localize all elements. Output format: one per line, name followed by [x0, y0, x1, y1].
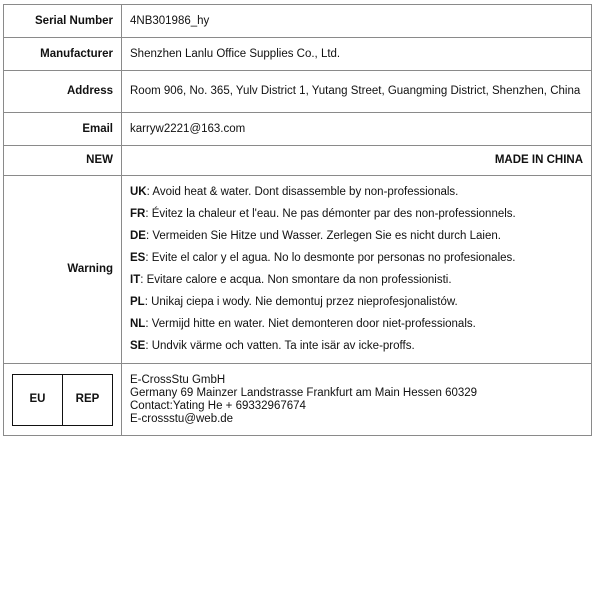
- warning-line: [130, 274, 583, 287]
- email-row: [4, 113, 592, 146]
- warning-line: [130, 230, 583, 243]
- new-label: NEW: [4, 146, 122, 176]
- warning-text: [122, 176, 592, 364]
- address-value: Room 906, No. 365, Yulv District 1, Yutang Street, Guangming District, Shenzhen, China: [122, 71, 592, 113]
- warning-sentence: : Evite el calor y el agua. No lo desmonte por personas no profesionales.: [145, 252, 516, 264]
- warning-label: Warning: [4, 176, 122, 364]
- language-code: FR: [130, 208, 146, 220]
- warning-lines: [130, 186, 583, 353]
- language-code: DE: [130, 230, 146, 242]
- language-code: NL: [130, 318, 146, 330]
- warning-sentence: : Unikaj ciepa i wody. Nie demontuj przez nieprofesjonalistów.: [144, 296, 458, 308]
- language-code: IT: [130, 274, 141, 286]
- manufacturer-value: Shenzhen Lanlu Office Supplies Co., Ltd.: [122, 38, 592, 71]
- address-label: Address: [4, 71, 122, 113]
- eu-rep-line: E-CrossStu GmbH: [130, 373, 226, 386]
- eu-rep-badge: [12, 374, 113, 426]
- rep-badge-text: REP: [75, 393, 100, 405]
- manufacturer-row: [4, 38, 592, 71]
- language-code: UK: [130, 186, 147, 198]
- email-label: Email: [4, 113, 122, 146]
- warning-sentence: : Avoid heat & water. Dont disassemble by non-professionals.: [146, 186, 459, 198]
- eu-badge-text: EU: [13, 375, 63, 425]
- warning-sentence: : Évitez la chaleur et l'eau. Ne pas démonter par des non-professionnels.: [145, 208, 516, 220]
- warning-sentence: : Vermeiden Sie Hitze und Wasser. Zerlegen Sie es nicht durch Laien.: [145, 230, 501, 242]
- warning-line: [130, 186, 583, 199]
- eu-rep-badge-cell: [4, 364, 122, 436]
- eu-rep-address: [122, 364, 592, 436]
- warning-sentence: : Evitare calore e acqua. Non smontare da non professionisti.: [140, 274, 452, 286]
- eu-rep-lines: [130, 374, 583, 426]
- warning-line: [130, 208, 583, 221]
- new-row: [4, 146, 592, 176]
- made-in-label: MADE IN CHINA: [122, 146, 592, 176]
- warning-sentence: : Vermijd hitte en water. Niet demonteren door niet-professionals.: [145, 318, 476, 330]
- warning-line: [130, 252, 583, 265]
- email-value: karryw2221@163.com: [122, 113, 592, 146]
- serial-label: Serial Number: [4, 5, 122, 38]
- language-code: SE: [130, 340, 146, 352]
- eu-rep-row: [4, 364, 592, 436]
- address-row: [4, 71, 592, 113]
- warning-row: [4, 176, 592, 364]
- eu-rep-line: E-crossstu@web.de: [130, 412, 234, 425]
- serial-row: [4, 5, 592, 38]
- product-info-table: [3, 4, 592, 436]
- warning-sentence: : Undvik värme och vatten. Ta inte isär av icke-proffs.: [145, 340, 415, 352]
- serial-value: 4NB301986_hy: [122, 5, 592, 38]
- language-code: PL: [130, 296, 145, 308]
- language-code: ES: [130, 252, 146, 264]
- warning-line: [130, 296, 583, 309]
- warning-line: [130, 318, 583, 331]
- eu-rep-line: Contact:Yating He + 69332967674: [130, 399, 306, 412]
- eu-rep-line: Germany 69 Mainzer Landstrasse Frankfurt am Main Hessen 60329: [130, 386, 478, 399]
- manufacturer-label: Manufacturer: [4, 38, 122, 71]
- warning-line: [130, 340, 583, 353]
